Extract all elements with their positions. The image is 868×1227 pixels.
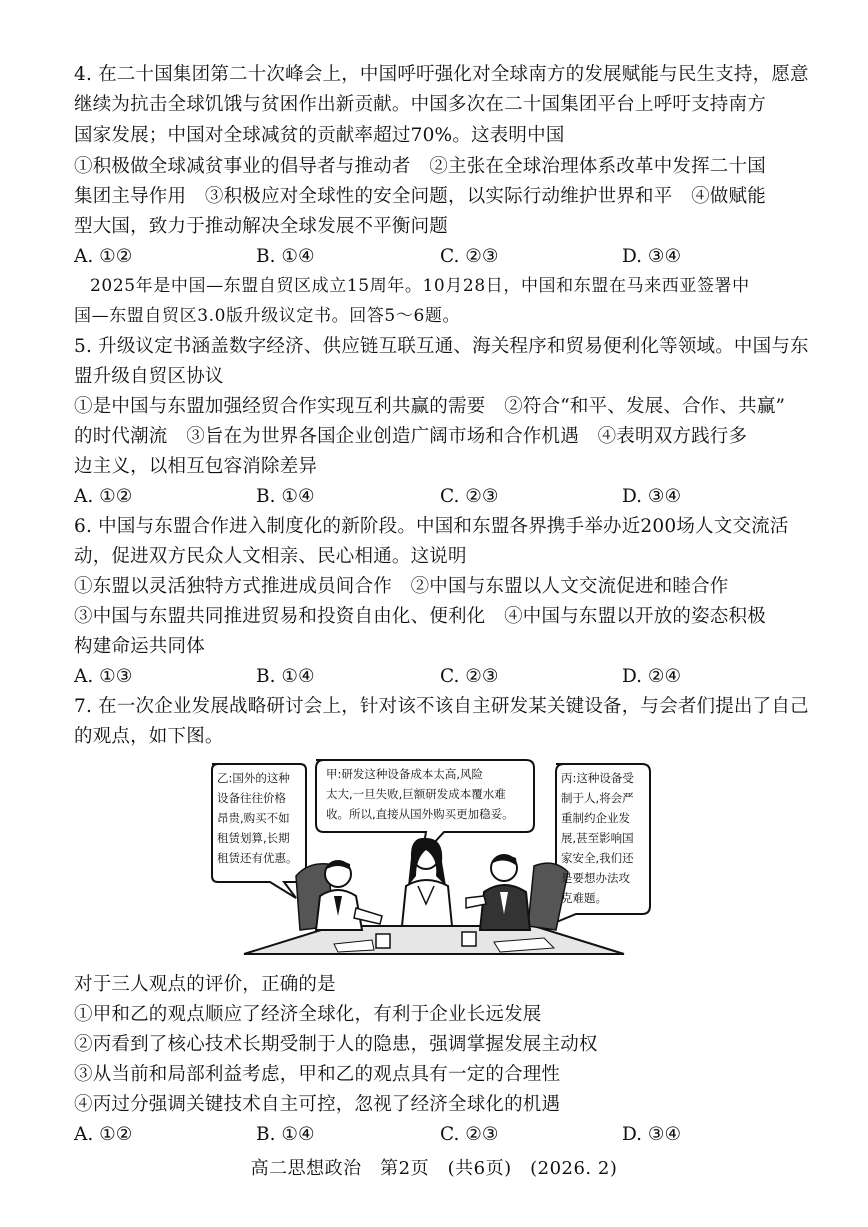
- intro-line: 2025年是中国—东盟自贸区成立15周年。10月28日，中国和东盟在马来西亚签署中: [90, 276, 750, 296]
- cup-icon: [376, 934, 390, 948]
- q4-statement-line: 型大国，致力于推动解决全球发展不平衡问题: [74, 216, 449, 237]
- q6-options: [74, 662, 834, 691]
- option-d: D. ③④: [622, 246, 682, 267]
- q6-stem-line: 动，促进双方民众人文相亲、民心相通。这说明: [74, 546, 467, 567]
- page-footer: 高二思想政治 第2页 (共6页) (2026. 2): [250, 1158, 618, 1179]
- q7-stem-line: 7. 在一次企业发展战略研讨会上，针对该不该自主研发某关键设备，与会者们提出了自己: [74, 696, 809, 717]
- q5-statement-line: 边主义，以相互包容消除差异: [74, 456, 318, 477]
- option-a: A. ①②: [74, 486, 133, 507]
- intro-line: 国—东盟自贸区3.0版升级议定书。回答5～6题。: [74, 306, 461, 326]
- q7-stem-line: 的观点，如下图。: [74, 726, 224, 747]
- option-b: B. ①④: [256, 246, 315, 267]
- option-a: A. ①③: [74, 666, 133, 687]
- q6-statement-line: 构建命运共同体: [74, 636, 205, 657]
- option-d: D. ③④: [622, 1124, 682, 1145]
- q5-stem-line: 盟升级自贸区协议: [74, 366, 224, 387]
- q7-question-line: 对于三人观点的评价，正确的是: [74, 974, 336, 995]
- q7-options: [74, 1120, 834, 1149]
- option-a: A. ①②: [74, 1124, 133, 1145]
- option-c: C. ②③: [440, 666, 499, 687]
- option-b: B. ①④: [256, 1124, 315, 1145]
- q7-statement-line: ①甲和乙的观点顺应了经济全球化，有利于企业长远发展: [74, 1004, 542, 1025]
- q4-options: [74, 242, 834, 271]
- option-b: B. ①④: [256, 486, 315, 507]
- option-c: C. ②③: [440, 486, 499, 507]
- meeting-illustration: [204, 758, 656, 958]
- q4-stem-line: 4. 在二十国集团第二十次峰会上，中国呼吁强化对全球南方的发展赋能与民生支持，愿意: [74, 64, 809, 85]
- q5-statement-line: ①是中国与东盟加强经贸合作实现互利共赢的需要 ②符合“和平、发展、合作、共赢”: [74, 396, 786, 417]
- bubble-text-bing: 丙:这种设备受 制于人,将会严 重制约企业发 展,甚至影响国 家安全,我们还 是要想办法攻 克难题。: [561, 771, 634, 905]
- q4-stem-line: 国家发展；中国对全球减贫的贡献率超过70%。这表明中国: [74, 125, 565, 146]
- bubble-text-yi: 乙:国外的这种 设备往往价格 昂贵,购买不如 租赁划算,长期 租赁还有优惠。: [217, 771, 298, 865]
- q7-statement-line: ③从当前和局部利益考虑，甲和乙的观点具有一定的合理性: [74, 1064, 561, 1085]
- q5-stem-line: 5. 升级议定书涵盖数字经济、供应链互联互通、海关程序和贸易便利化等领域。中国与东: [74, 336, 809, 357]
- q4-stem-line: 继续为抗击全球饥饿与贫困作出新贡献。中国多次在二十国集团平台上呼吁支持南方: [74, 94, 766, 115]
- q4-statement-line: 集团主导作用 ③积极应对全球性的安全问题，以实际行动维护世界和平 ④做赋能: [74, 186, 766, 207]
- option-d: D. ③④: [622, 486, 682, 507]
- q6-statement-line: ①东盟以灵活独特方式推进成员间合作 ②中国与东盟以人文交流促进和睦合作: [74, 576, 729, 597]
- q7-statement-line: ②丙看到了核心技术长期受制于人的隐患，强调掌握发展主动权: [74, 1034, 598, 1055]
- option-c: C. ②③: [440, 1124, 499, 1145]
- option-d: D. ②④: [622, 666, 682, 687]
- q7-statement-line: ④丙过分强调关键技术自主可控，忽视了经济全球化的机遇: [74, 1094, 561, 1115]
- q5-options: [74, 482, 834, 511]
- q5-statement-line: 的时代潮流 ③旨在为世界各国企业创造广阔市场和合作机遇 ④表明双方践行多: [74, 426, 748, 447]
- q6-stem-line: 6. 中国与东盟合作进入制度化的新阶段。中国和东盟各界携手举办近200场人文交流活: [74, 516, 789, 537]
- option-c: C. ②③: [440, 246, 499, 267]
- cup-icon: [462, 932, 476, 946]
- q6-statement-line: ③中国与东盟共同推进贸易和投资自由化、便利化 ④中国与东盟以开放的姿态积极: [74, 606, 766, 627]
- q4-statement-line: ①积极做全球减贫事业的倡导者与推动者 ②主张在全球治理体系改革中发挥二十国: [74, 156, 766, 177]
- option-b: B. ①④: [256, 666, 315, 687]
- bubble-text-jia: 甲:研发这种设备成本太高,风险 太大,一旦失败,巨额研发成本覆水难 收。所以,直接从国外购买更加稳妥。: [326, 767, 514, 821]
- option-a: A. ①②: [74, 246, 133, 267]
